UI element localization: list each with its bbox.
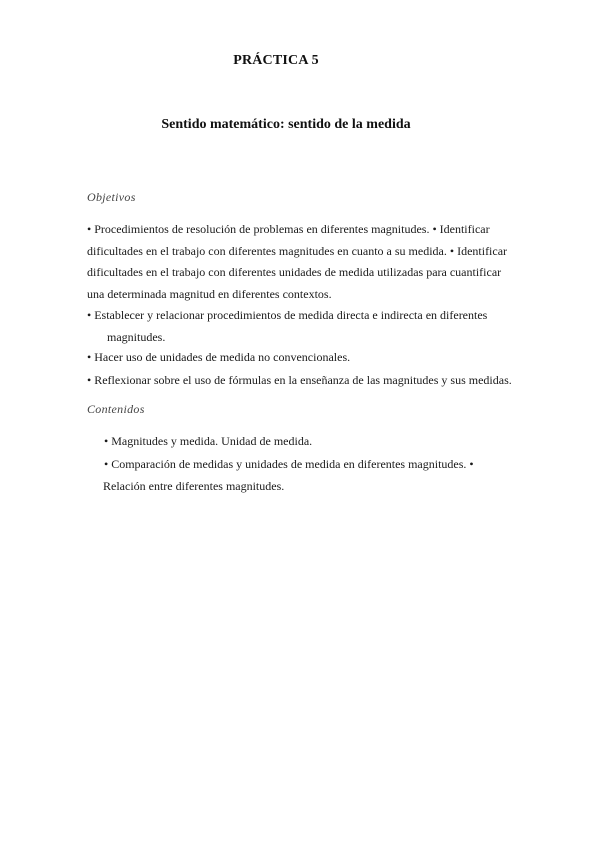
objetivo-item-2-line: • Establecer y relacionar procedimientos de medida directa e indirecta en diferentes (87, 308, 488, 322)
objetivo-item-2 (87, 305, 507, 348)
objetivo-item-1-line: dificultades en el trabajo con diferentes unidades de medida utilizadas para cuantificar (87, 265, 502, 280)
objetivos-heading: Objetivos (87, 190, 136, 204)
contenido-item-2-line: Relación entre diferentes magnitudes. (103, 478, 285, 493)
page-title: PRÁCTICA 5 (233, 53, 319, 68)
contenido-item-1: • Magnitudes y medida. Unidad de medida. (104, 434, 313, 448)
objetivo-item-1 (87, 219, 527, 305)
contenido-item-2 (104, 454, 524, 497)
contenido-item-2-line: • Comparación de medidas y unidades de medida en diferentes magnitudes. • (104, 457, 474, 471)
objetivo-item-1-line: una determinada magnitud en diferentes contextos. (87, 286, 332, 301)
objetivo-item-4: • Reflexionar sobre el uso de fórmulas en la enseñanza de las magnitudes y sus medidas. (87, 373, 512, 387)
page-subtitle: Sentido matemático: sentido de la medida (161, 117, 411, 132)
objetivo-item-3: • Hacer uso de unidades de medida no convencionales. (87, 350, 351, 364)
objetivo-item-1-line: • Procedimientos de resolución de problemas en diferentes magnitudes. • Identificar (87, 222, 490, 236)
contenidos-heading: Contenidos (87, 402, 145, 416)
objetivo-item-1-line: dificultades en el trabajo con diferentes magnitudes en cuanto a su medida. • Identificar (87, 243, 508, 258)
objetivo-item-2-line: magnitudes. (107, 329, 166, 344)
